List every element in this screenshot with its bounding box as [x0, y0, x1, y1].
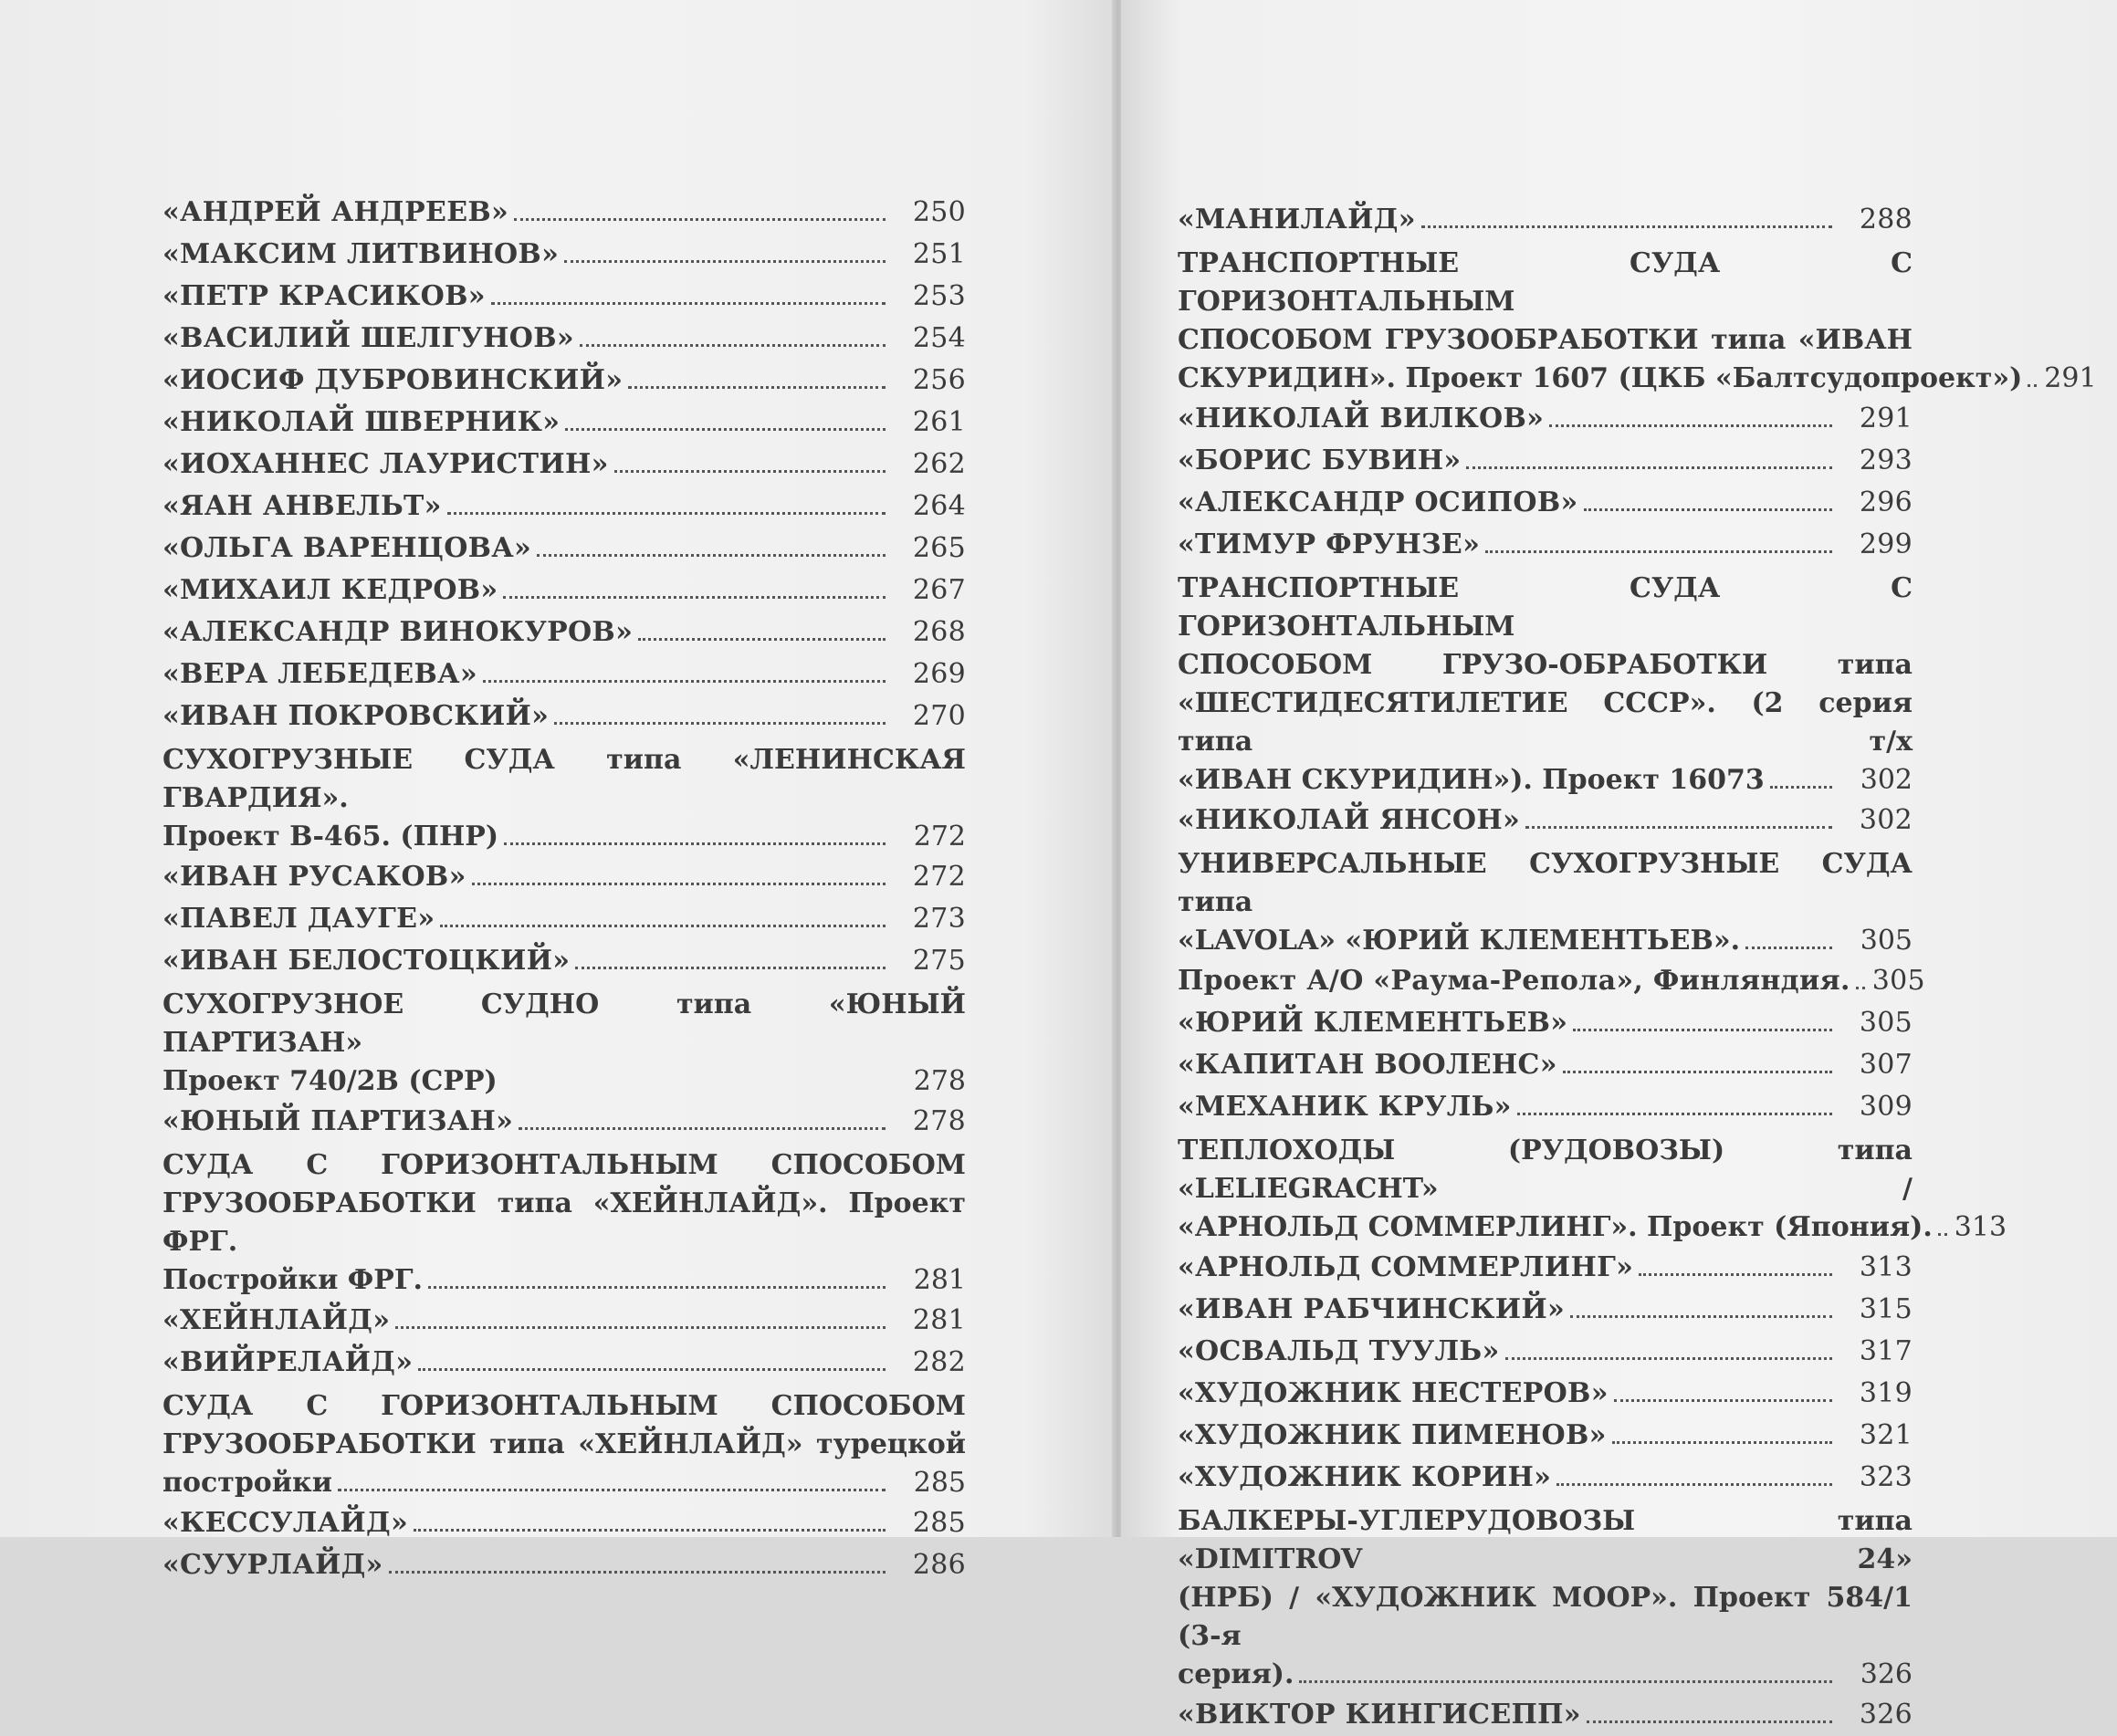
dot-leader	[1525, 826, 1832, 829]
section-last-line	[162, 1062, 966, 1101]
page-number: 326	[1860, 1658, 1913, 1690]
dot-leader	[338, 1489, 886, 1491]
page-number: 305	[1871, 965, 1925, 997]
page-number: 285	[912, 1507, 966, 1539]
toc-entry	[1178, 524, 1913, 566]
toc-entry	[1178, 482, 1913, 524]
section-text: «ИВАН СКУРИДИН»). Проект 16073	[1178, 764, 1765, 796]
entry-title: «БОРИС БУВИН»	[1178, 444, 1462, 476]
entry-title: «МАНИЛАЙД»	[1178, 204, 1416, 235]
page-number: 267	[912, 574, 966, 606]
toc-group	[1178, 960, 1925, 1128]
section-line: ГРУЗООБРАБОТКИ типа «ХЕЙНЛАЙД». Проект ФРГ.	[162, 1187, 966, 1258]
section-line: УНИВЕРСАЛЬНЫЕ СУХОГРУЗНЫЕ СУДА типа	[1178, 848, 1913, 918]
toc-entry	[162, 898, 966, 940]
toc-entry	[1178, 1694, 1913, 1736]
toc-entry	[1178, 960, 1925, 1002]
section-last-line	[1178, 1656, 1913, 1694]
dot-leader	[628, 386, 886, 389]
dot-leader	[554, 722, 886, 725]
section-text: постройки	[162, 1467, 332, 1499]
section-line: (НРБ) / «ХУДОЖНИК МООР». Проект 584/1 (3-я	[1178, 1582, 1913, 1652]
toc-entry	[162, 234, 966, 276]
entry-title: «СУУРЛАЙД»	[162, 1549, 383, 1581]
toc-section-heading	[1178, 845, 1913, 960]
page-number: 296	[1859, 486, 1913, 518]
entry-title: «ХУДОЖНИК НЕСТЕРОВ»	[1178, 1377, 1609, 1409]
dot-leader	[2028, 384, 2037, 387]
left-toc	[162, 192, 966, 1586]
dot-leader	[519, 1127, 886, 1130]
entry-title: «АНДРЕЙ АНДРЕЕВ»	[162, 196, 509, 228]
entry-title: «НИКОЛАЙ ШВЕРНИК»	[162, 406, 561, 438]
section-line: ТЕПЛОХОДЫ (РУДОВОЗЫ) типа «LELIEGRACHT» /	[1178, 1135, 1913, 1205]
right-toc	[1178, 199, 2097, 1736]
page-number: 256	[912, 364, 966, 396]
page-number: 323	[1859, 1461, 1913, 1493]
toc-entry	[162, 940, 966, 982]
entry-title: «ЯАН АНВЕЛЬТ»	[162, 490, 442, 522]
section-line: ТРАНСПОРТНЫЕ СУДА С ГОРИЗОНТАЛЬНЫМ	[1178, 247, 1913, 318]
page-number: 262	[912, 448, 966, 480]
page-number: 272	[912, 861, 966, 893]
entry-title: «АЛЕКСАНДР ОСИПОВ»	[1178, 486, 1578, 518]
page-number: 275	[912, 945, 966, 977]
entry-title: «АЛЕКСАНДР ВИНОКУРОВ»	[162, 616, 634, 648]
dot-leader	[1573, 1029, 1832, 1031]
dot-leader	[491, 302, 886, 305]
section-line: «ШЕСТИДЕСЯТИЛЕТИЕ СССР». (2 серия типа т/х	[1178, 687, 1913, 758]
entry-title: «ВАСИЛИЙ ШЕЛГУНОВ»	[162, 322, 574, 354]
section-line: БАЛКЕРЫ-УГЛЕРУДОВОЗЫ типа «DIMITROV 24»	[1178, 1505, 1913, 1575]
section-last-line	[162, 1261, 966, 1300]
page-number: 313	[1954, 1211, 2007, 1243]
page-number: 319	[1859, 1377, 1913, 1409]
toc-entry	[162, 402, 966, 444]
dot-leader	[414, 1529, 886, 1532]
toc-entry	[162, 192, 966, 234]
section-text: серия).	[1178, 1658, 1294, 1690]
entry-title: «ВИЙРЕЛАЙД»	[162, 1346, 414, 1378]
dot-leader	[1938, 1233, 1947, 1236]
toc-entry	[162, 1300, 966, 1342]
page-number: 273	[912, 903, 966, 935]
dot-leader	[1612, 1441, 1832, 1444]
page-number: 254	[912, 322, 966, 354]
entry-title: «ХУДОЖНИК КОРИН»	[1178, 1461, 1552, 1493]
toc-section-heading	[1178, 1502, 1913, 1694]
toc-group	[162, 856, 966, 982]
dot-leader	[472, 883, 886, 885]
dot-leader	[580, 344, 886, 347]
entry-title: «ИОСИФ ДУБРОВИНСКИЙ»	[162, 364, 624, 396]
section-last-line	[162, 818, 966, 856]
entry-title: «КЕССУЛАЙД»	[162, 1507, 409, 1539]
toc-section-heading	[162, 1387, 966, 1502]
entry-title: «ИВАН ПОКРОВСКИЙ»	[162, 700, 550, 732]
section-last-line	[1178, 1208, 2007, 1247]
page-number: 317	[1859, 1335, 1913, 1367]
page-number: 326	[1859, 1699, 1913, 1731]
dot-leader	[389, 1571, 886, 1574]
section-last-line	[1178, 922, 1913, 960]
entry-title: «ИОХАННЕС ЛАУРИСТИН»	[162, 448, 609, 480]
page-number: 251	[912, 238, 966, 270]
entry-title: «ИВАН РУСАКОВ»	[162, 861, 466, 893]
toc-section-heading	[1178, 245, 2097, 398]
dot-leader	[483, 680, 886, 683]
dot-leader	[1517, 1113, 1832, 1115]
toc-entry	[162, 1342, 966, 1384]
toc-entry	[162, 570, 966, 612]
dot-leader	[1299, 1680, 1832, 1683]
page-number: 281	[913, 1264, 966, 1296]
dot-leader	[1466, 466, 1832, 469]
page-number: 302	[1859, 804, 1913, 836]
dot-leader	[447, 512, 886, 515]
entry-title: «ИВАН РАБЧИНСКИЙ»	[1178, 1293, 1566, 1325]
toc-entry	[1178, 1331, 1913, 1373]
section-line: СУХОГРУЗНОЕ СУДНО типа «ЮНЫЙ ПАРТИЗАН»	[162, 988, 966, 1059]
dot-leader	[1570, 1315, 1832, 1318]
section-line: СУДА С ГОРИЗОНТАЛЬНЫМ СПОСОБОМ	[162, 1390, 966, 1422]
section-line: СПОСОБОМ ГРУЗО-ОБРАБОТКИ типа	[1178, 649, 1913, 681]
dot-leader	[1614, 1399, 1832, 1402]
page-number: 253	[912, 280, 966, 312]
entry-title: «ОЛЬГА ВАРЕНЦОВА»	[162, 532, 532, 564]
section-line: СПОСОБОМ ГРУЗООБРАБОТКИ типа «ИВАН	[1178, 324, 1913, 356]
dot-leader	[504, 842, 886, 845]
toc-entry	[1178, 398, 1913, 440]
dot-leader	[1549, 424, 1832, 427]
section-line: ТРАНСПОРТНЫЕ СУДА С ГОРИЗОНТАЛЬНЫМ	[1178, 572, 1913, 643]
toc-section-heading	[162, 986, 966, 1101]
toc-entry	[162, 612, 966, 654]
toc-group	[1178, 398, 1913, 566]
toc-entry	[162, 654, 966, 695]
page-number: 305	[1860, 925, 1913, 957]
page-number: 288	[1859, 204, 1913, 235]
entry-title: «НИКОЛАЙ ЯНСОН»	[1178, 804, 1521, 836]
toc-entry	[1178, 440, 1913, 482]
toc-group	[162, 192, 966, 737]
entry-title: «ЮНЫЙ ПАРТИЗАН»	[162, 1105, 514, 1137]
entry-title: «КАПИТАН ВООЛЕНС»	[1178, 1049, 1557, 1081]
section-text: Проект 740/2В (СРР)	[162, 1065, 498, 1097]
dot-leader	[565, 428, 886, 431]
dot-leader	[1485, 550, 1832, 553]
toc-section-heading	[162, 1146, 966, 1300]
section-line: ГРУЗООБРАБОТКИ типа «ХЕЙНЛАЙД» турецкой	[162, 1428, 966, 1460]
entry-title: «АРНОЛЬД СОММЕРЛИНГ»	[1178, 1251, 1634, 1283]
dot-leader	[614, 470, 886, 473]
dot-leader	[1421, 225, 1832, 228]
section-text: СКУРИДИН». Проект 1607 (ЦКБ «Балтсудопроект»)	[1178, 362, 2023, 394]
entry-title: «МАКСИМ ЛИТВИНОВ»	[162, 238, 560, 270]
dot-leader	[418, 1368, 886, 1371]
page-number: 305	[1859, 1007, 1913, 1039]
page-number: 315	[1859, 1293, 1913, 1325]
page-number: 282	[912, 1346, 966, 1378]
section-text: Проект В-465. (ПНР)	[162, 821, 499, 852]
toc-entry	[1178, 1373, 1913, 1415]
page-number: 285	[913, 1467, 966, 1499]
section-line: СУДА С ГОРИЗОНТАЛЬНЫМ СПОСОБОМ	[162, 1149, 966, 1181]
toc-group	[162, 1502, 966, 1586]
entry-title: «ЮРИЙ КЛЕМЕНТЬЕВ»	[1178, 1007, 1568, 1039]
dot-leader	[503, 1087, 886, 1090]
entry-title: «ПАВЕЛ ДАУГЕ»	[162, 903, 435, 935]
page-number: 321	[1859, 1419, 1913, 1451]
toc-entry	[1178, 1044, 1913, 1086]
toc-entry	[1178, 199, 1913, 241]
toc-entry	[1178, 1086, 1913, 1128]
page-number: 268	[912, 616, 966, 648]
section-text: «LAVOLA» «ЮРИЙ КЛЕМЕНТЬЕВ».	[1178, 925, 1741, 957]
toc-entry	[162, 1502, 966, 1544]
page-number: 265	[912, 532, 966, 564]
entry-title: «НИКОЛАЙ ВИЛКОВ»	[1178, 403, 1545, 434]
page-number: 278	[912, 1105, 966, 1137]
dot-leader	[537, 554, 886, 557]
toc-entry	[162, 1544, 966, 1586]
toc-group	[162, 1300, 966, 1384]
toc-entry	[1178, 1415, 1913, 1457]
entry-title: «ТИМУР ФРУНЗЕ»	[1178, 528, 1481, 560]
section-last-line	[1178, 360, 2097, 398]
page-number: 281	[912, 1304, 966, 1336]
toc-entry	[162, 486, 966, 528]
dot-leader	[638, 638, 886, 641]
dot-leader	[1745, 946, 1832, 949]
dot-leader	[1584, 508, 1832, 511]
section-text: «АРНОЛЬД СОММЕРЛИНГ». Проект (Япония).	[1178, 1211, 1933, 1243]
toc-entry	[162, 276, 966, 318]
section-last-line	[1178, 761, 1913, 800]
dot-leader	[1556, 1483, 1832, 1486]
entry-title: «ХУДОЖНИК ПИМЕНОВ»	[1178, 1419, 1607, 1451]
toc-group	[1178, 1694, 1913, 1736]
page-number: 307	[1859, 1049, 1913, 1081]
dot-leader	[503, 596, 886, 599]
section-line: СУХОГРУЗНЫЕ СУДА типа «ЛЕНИНСКАЯ ГВАРДИЯ».	[162, 744, 966, 814]
page-number: 302	[1860, 764, 1913, 796]
dot-leader	[440, 925, 886, 927]
page-number: 291	[1859, 403, 1913, 434]
page-number: 313	[1859, 1251, 1913, 1283]
entry-title: «МЕХАНИК КРУЛЬ»	[1178, 1091, 1512, 1123]
toc-entry	[1178, 1002, 1913, 1044]
toc-entry	[162, 695, 966, 737]
page-number: 291	[2044, 362, 2097, 394]
page-number: 261	[912, 406, 966, 438]
dot-leader	[1505, 1357, 1832, 1360]
dot-leader	[1770, 786, 1832, 789]
section-last-line	[162, 1464, 966, 1502]
page-number: 250	[912, 196, 966, 228]
toc-entry	[162, 856, 966, 898]
toc-group	[1178, 199, 1913, 241]
toc-section-heading	[1178, 570, 1913, 800]
page-number: 286	[912, 1549, 966, 1581]
dot-leader	[1856, 987, 1865, 989]
page-number: 269	[912, 658, 966, 690]
page-number: 309	[1859, 1091, 1913, 1123]
toc-group	[1178, 1247, 1913, 1499]
page-number: 272	[913, 821, 966, 852]
dot-leader	[1639, 1273, 1832, 1276]
page-number: 293	[1859, 444, 1913, 476]
toc-entry	[162, 528, 966, 570]
page-number: 270	[912, 700, 966, 732]
page-number: 264	[912, 490, 966, 522]
entry-title: «МИХАИЛ КЕДРОВ»	[162, 574, 498, 606]
entry-title: «ВИКТОР КИНГИСЕПП»	[1178, 1699, 1581, 1731]
toc-section-heading	[162, 741, 966, 856]
toc-entry	[1178, 800, 1913, 842]
toc-entry	[1178, 1289, 1913, 1331]
dot-leader	[428, 1286, 886, 1289]
toc-group	[1178, 800, 1913, 842]
page-number: 278	[913, 1065, 966, 1097]
entry-title: «ХЕЙНЛАЙД»	[162, 1304, 391, 1336]
toc-entry	[1178, 1457, 1913, 1499]
toc-entry	[162, 318, 966, 360]
dot-leader	[1563, 1071, 1832, 1073]
toc-entry	[162, 1101, 966, 1143]
toc-entry	[162, 360, 966, 402]
entry-title: Проект А/О «Раума-Репола», Финляндия.	[1178, 965, 1850, 997]
toc-entry	[1178, 1247, 1913, 1289]
page-number: 299	[1859, 528, 1913, 560]
entry-title: «ПЕТР КРАСИКОВ»	[162, 280, 486, 312]
toc-section-heading	[1178, 1132, 2007, 1247]
toc-entry	[162, 444, 966, 486]
dot-leader	[395, 1326, 886, 1329]
entry-title: «ИВАН БЕЛОСТОЦКИЙ»	[162, 945, 571, 977]
dot-leader	[575, 967, 886, 969]
entry-title: «ОСВАЛЬД ТУУЛЬ»	[1178, 1335, 1500, 1367]
entry-title: «ВЕРА ЛЕБЕДЕВА»	[162, 658, 477, 690]
dot-leader	[514, 218, 886, 221]
section-text: Постройки ФРГ.	[162, 1264, 423, 1296]
dot-leader	[1587, 1720, 1832, 1723]
dot-leader	[564, 260, 886, 263]
toc-group	[162, 1101, 966, 1143]
